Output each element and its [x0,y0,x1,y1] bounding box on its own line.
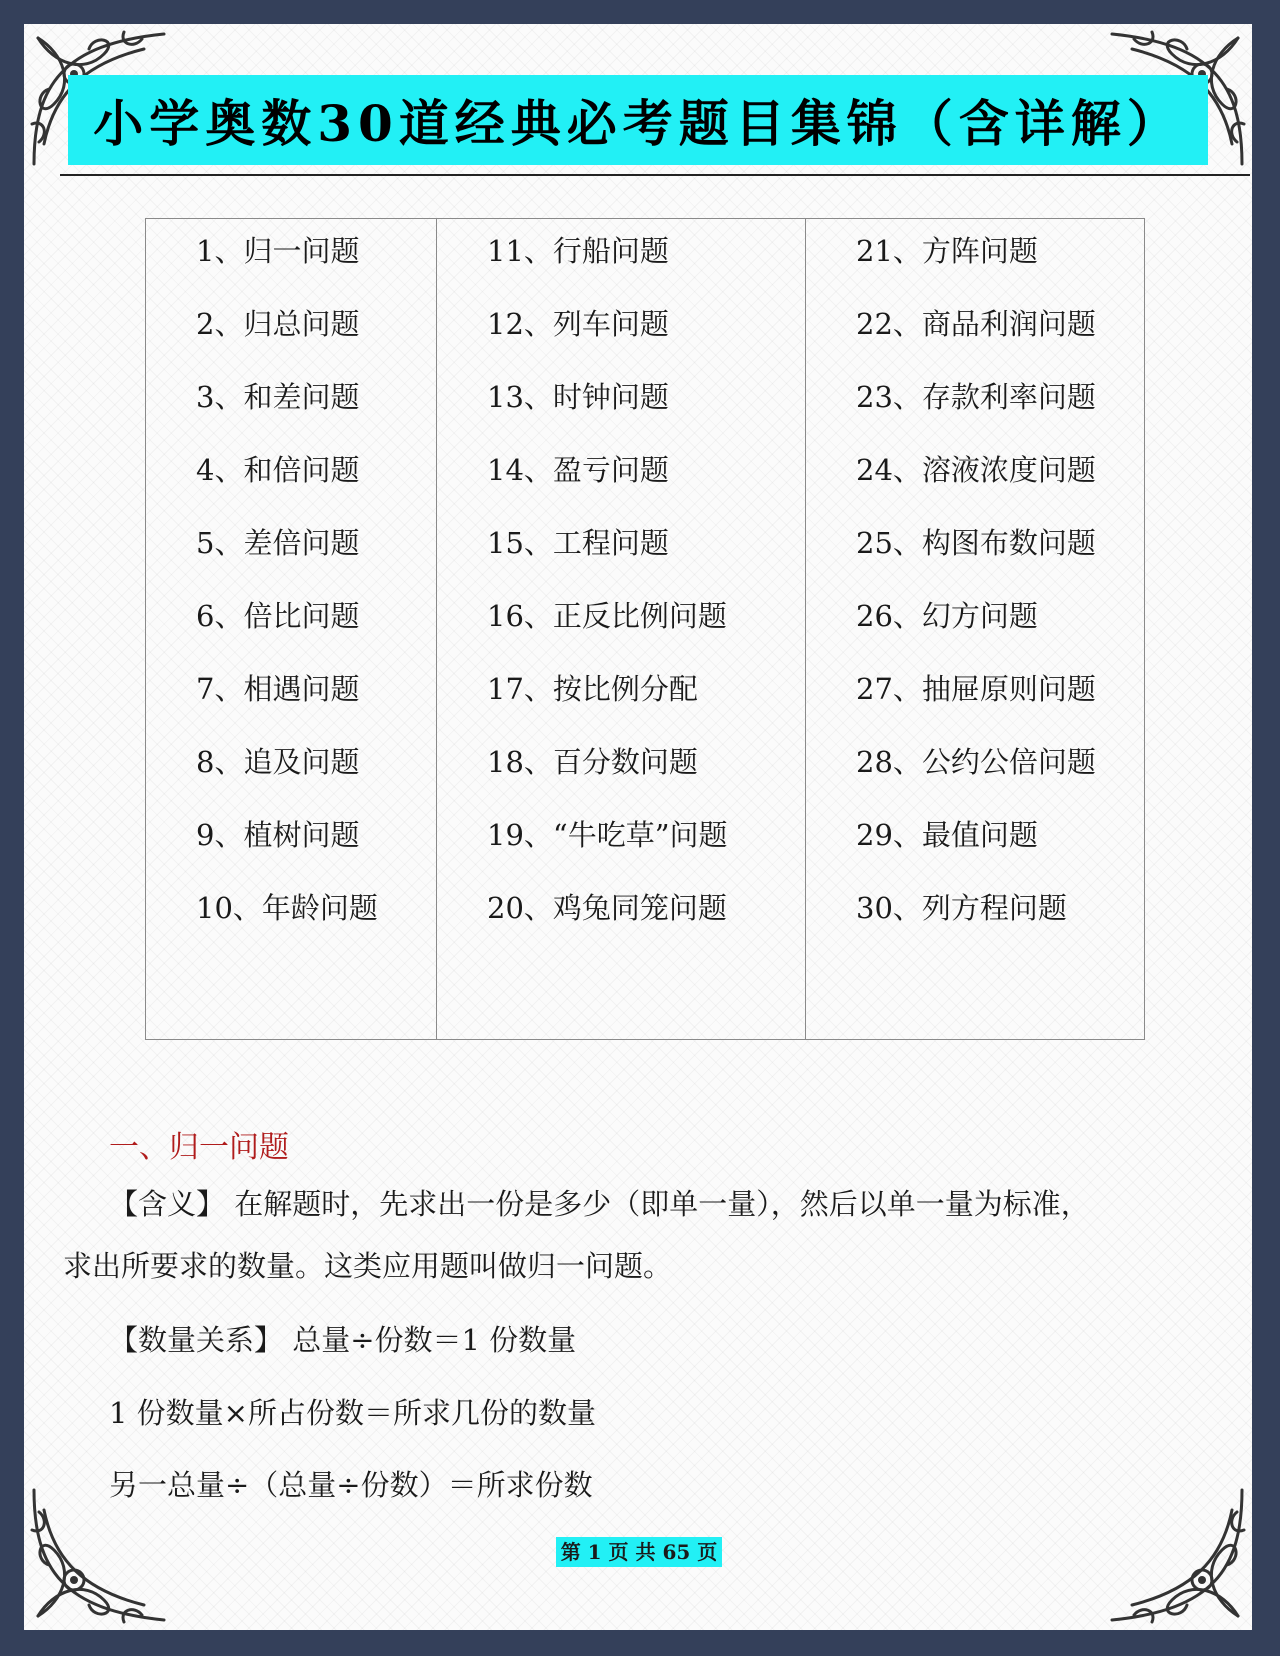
relation-formula: 另一总量÷（总量÷份数）＝所求份数 [109,1468,593,1502]
toc-item: 2、归总问题 [196,307,360,341]
toc-item: 5、差倍问题 [196,526,360,560]
toc-column-1 [146,219,436,1039]
corner-ornament-icon [1102,1480,1252,1630]
document-page [24,24,1252,1630]
toc-item: 25、构图布数问题 [856,526,1096,560]
toc-item: 1、归一问题 [196,234,360,268]
page-indicator: 第 1 页 共 65 页 [556,1537,722,1567]
toc-item: 29、最值问题 [856,818,1038,852]
toc-item: 8、追及问题 [196,745,360,779]
toc-item: 4、和倍问题 [196,453,360,487]
meaning-paragraph: 【含义】 在解题时，先求出一份是多少（即单一量），然后以单一量为标准， [109,1187,1090,1221]
toc-item: 30、列方程问题 [856,891,1067,925]
toc-item: 23、存款利率问题 [856,380,1096,414]
toc-item: 3、和差问题 [196,380,360,414]
toc-item: 24、溶液浓度问题 [856,453,1096,487]
toc-column-2 [436,219,805,1039]
toc-item: 17、按比例分配 [487,672,698,706]
toc-item: 9、植树问题 [196,818,360,852]
title-divider [60,174,1250,176]
toc-item: 26、幻方问题 [856,599,1038,633]
toc-item: 14、盈亏问题 [487,453,669,487]
toc-item: 16、正反比例问题 [487,599,727,633]
toc-item: 10、年龄问题 [196,891,378,925]
toc-item: 11、行船问题 [487,234,669,268]
toc-item: 18、百分数问题 [487,745,698,779]
toc-item: 27、抽屉原则问题 [856,672,1096,706]
toc-item: 19、“牛吃草”问题 [487,818,728,852]
section-heading: 一、归一问题 [109,1130,289,1165]
toc-item: 12、列车问题 [487,307,669,341]
toc-item: 6、倍比问题 [196,599,360,633]
toc-item: 28、公约公倍问题 [856,745,1096,779]
toc-item: 13、时钟问题 [487,380,669,414]
document-title: 小学奥数30道经典必考题目集锦（含详解） [68,75,1208,165]
toc-item: 22、商品利润问题 [856,307,1096,341]
relation-formula: 1 份数量×所占份数＝所求几份的数量 [109,1396,596,1430]
toc-item: 15、工程问题 [487,526,669,560]
toc-item: 7、相遇问题 [196,672,360,706]
toc-column-3 [805,219,1144,1039]
toc-item: 20、鸡兔同笼问题 [487,891,727,925]
table-of-contents [145,218,1145,1040]
toc-item: 21、方阵问题 [856,234,1038,268]
meaning-paragraph-continued: 求出所要求的数量。这类应用题叫做归一问题。 [63,1249,673,1283]
relation-formula: 【数量关系】 总量÷份数＝1 份数量 [109,1323,577,1357]
